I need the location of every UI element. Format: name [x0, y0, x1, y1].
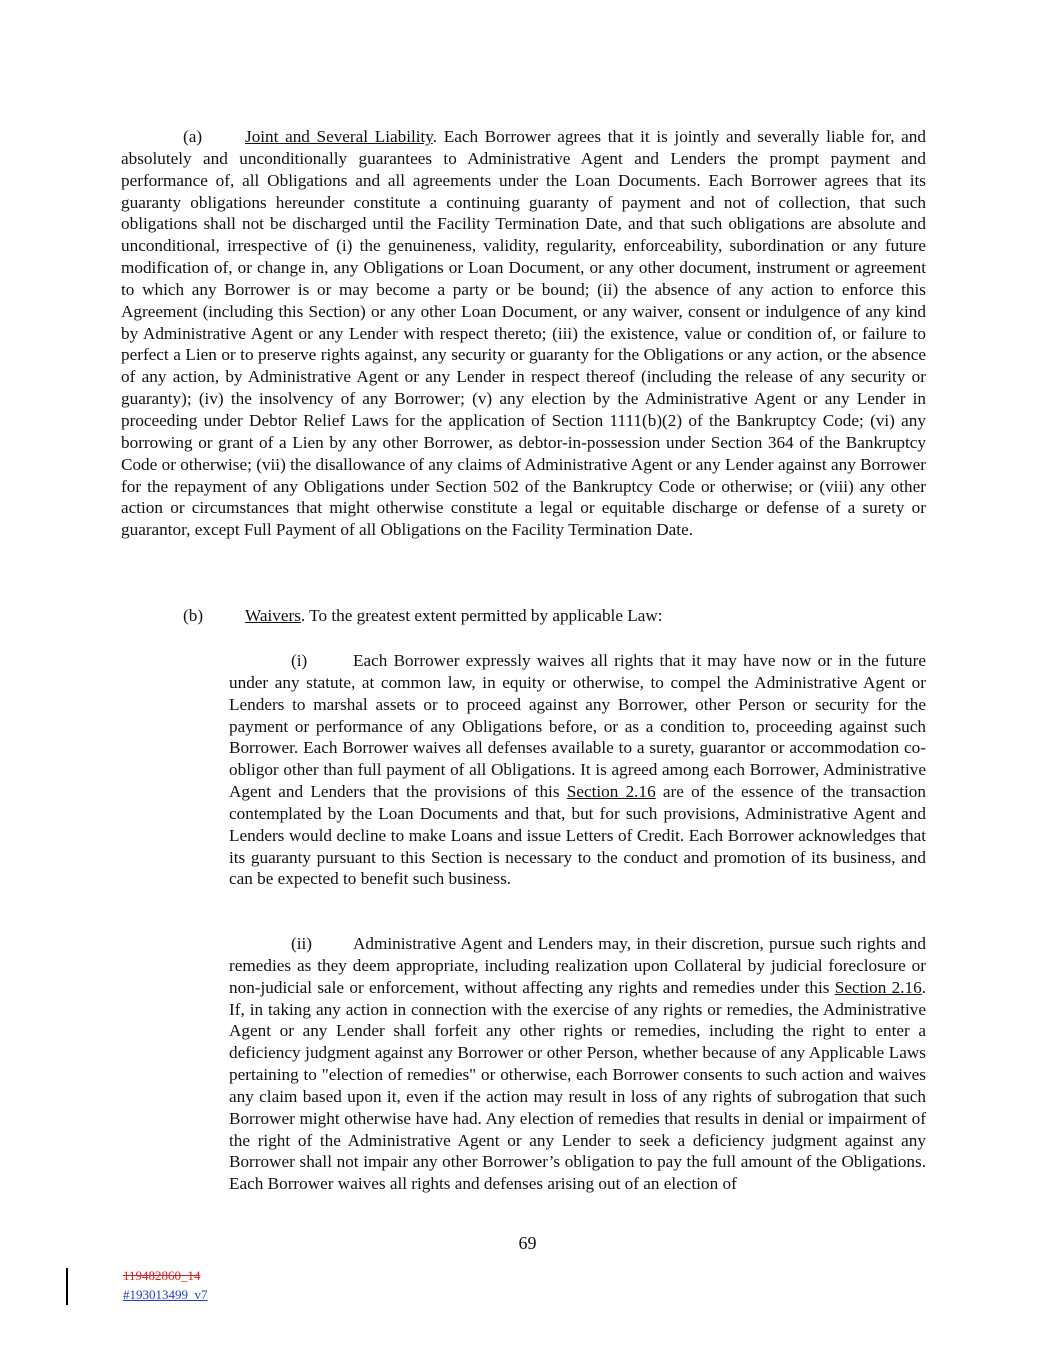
- deleted-document-id: 119482860_14: [123, 1268, 201, 1283]
- subparagraph-ii-text-1: Administrative Agent and Lenders may, in their discretion, pursue such rights and remedies as they deem appropriate, including realization upon Collateral by judicial foreclosure or non-judicial sale or enforcement, without affecting any rights and remedies under this: [229, 934, 926, 997]
- inserted-document-id: #193013499_v7: [123, 1287, 208, 1302]
- page-number: 69: [518, 1233, 537, 1253]
- paragraph-b-heading: Waivers: [245, 606, 301, 625]
- paragraph-a-label: (a): [183, 127, 203, 146]
- subparagraph-ii: [229, 933, 926, 1195]
- revision-change-bar: [66, 1268, 68, 1305]
- paragraph-b: [121, 605, 926, 627]
- subparagraph-i: [229, 650, 926, 890]
- subparagraph-i-text-2: are of the essence of the transaction contemplated by the Loan Documents and that, but for such provisions, Administrative Agent and Lenders would decline to make Loans and issue Letters of Credit. Each Borrower acknowledges that its guaranty pursuant to this Section is necessary to the conduct and promotion of its business, and can be expected to benefit such business.: [229, 782, 926, 889]
- subparagraph-ii-label: (ii): [291, 934, 312, 953]
- subparagraph-i-label: (i): [291, 651, 308, 670]
- paragraph-a: [121, 126, 926, 541]
- paragraph-a-text: . Each Borrower agrees that it is jointly and severally liable for, and absolutely and unconditionally guarantees to Administrative Agent and Lenders the prompt payment and performance of, all Obligations and all agreements under the Loan Documents. Each Borrower agrees that its guaranty obligations hereunder constitute a continuing guaranty of payment and not of collection, that such obligations shall not be discharged until the Facility Termination Date, and that such obligations are absolute and unconditional, irrespective of (i) the genuineness, validity, regularity, enforceability, subordination or any future modification of, or change in, any Obligations or Loan Document, or any other document, instrument or agreement to which any Borrower is or may become a party or be bound; (ii) the absence of any action to enforce this Agreement (including this Section) or any other Loan Document, or any waiver, consent or indulgence of any kind by Administrative Agent or any Lender with respect thereto; (iii) the existence, value or condition of, or failure to perfect a Lien or to preserve rights against, any security or guaranty for the Obligations or any action, or the absence of any action, by Administrative Agent or any Lender in respect thereof (including the release of any security or guaranty); (iv) the insolvency of any Borrower; (v) any election by the Administrative Agent or any Lender in proceeding under Debtor Relief Laws for the application of Section 1111(b)(2) of the Bankruptcy Code; (vi) any borrowing or grant of a Lien by any other Borrower, as debtor-in-possession under Section 364 of the Bankruptcy Code or otherwise; (vii) the disallowance of any claims of Administrative Agent or any Lender against any Borrower for the repayment of any Obligations under Section 502 of the Bankruptcy Code or otherwise; or (viii) any other action or circumstances that might otherwise constitute a legal or equitable discharge or defense of a surety or guarantor, except Full Payment of all Obligations on the Facility Termination Date.: [121, 127, 926, 540]
- section-2-16-reference: Section 2.16: [834, 977, 922, 997]
- subparagraph-i-text-1: Each Borrower expressly waives all rights that it may have now or in the future under any statute, at common law, in equity or otherwise, to compel the Administrative Agent or Lenders to marshal assets or to proceed against any Borrower, other Person or security for the payment or performance of any Obligations before, or as a condition to, proceeding against such Borrower. Each Borrower waives all defenses available to a surety, guarantor or accommodation co-obligor other than full payment of all Obligations. It is agreed among each Borrower, Administrative Agent and Lenders that the provisions of this: [229, 651, 926, 802]
- subparagraph-ii-text-2: . If, in taking any action in connection with the exercise of any rights or remedies, the Administrative Agent or any Lender shall forfeit any other rights or remedies, including the right to enter a deficiency judgment against any Borrower or other Person, whether because of any Applicable Laws pertaining to "election of remedies" or otherwise, each Borrower consents to such action and waives any claim based upon it, even if the action may result in loss of any rights of subrogation that such Borrower might otherwise have had. Any election of remedies that results in denial or impairment of the right of the Administrative Agent or any Lender to seek a deficiency judgment against any Borrower shall not impair any other Borrower’s obligation to pay the full amount of the Obligations. Each Borrower waives all rights and defenses arising out of an election of: [229, 977, 926, 1194]
- section-2-16-reference: Section 2.16: [566, 782, 656, 802]
- paragraph-b-text: . To the greatest extent permitted by applicable Law:: [300, 606, 663, 625]
- paragraph-a-heading: Joint and Several Liability: [245, 127, 433, 146]
- paragraph-b-label: (b): [183, 606, 204, 625]
